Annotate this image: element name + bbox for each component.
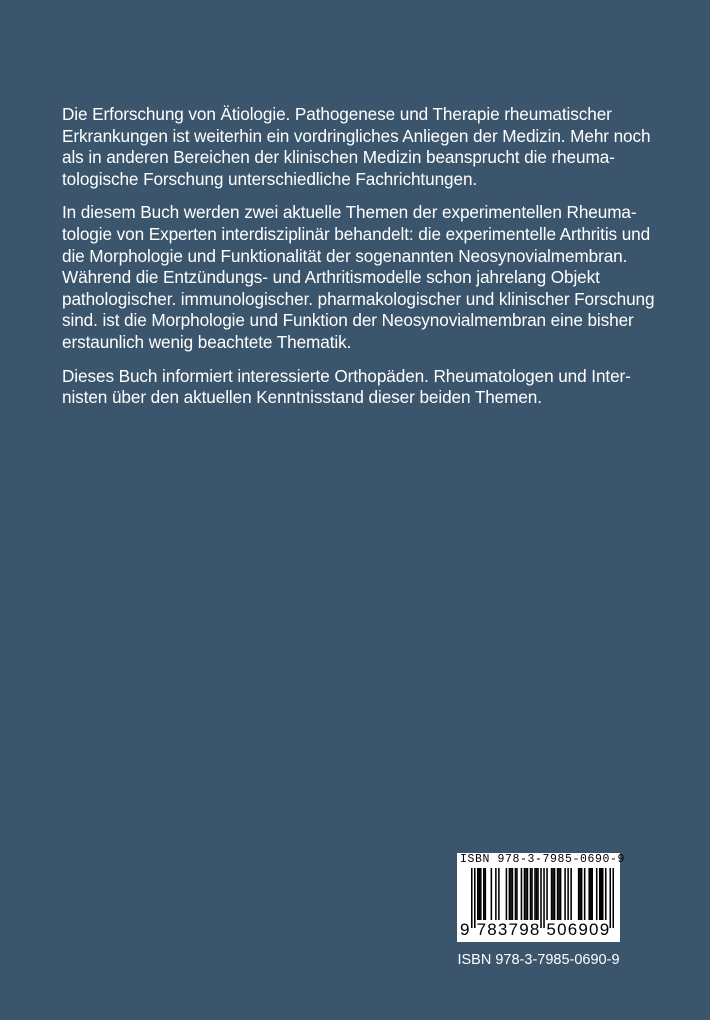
- barcode-ean-digits: 9 783798 506909: [460, 920, 611, 939]
- barcode-bar: [558, 868, 560, 920]
- barcode-bar: [483, 868, 485, 920]
- blurb-line: Dieses Buch informiert interessierte Orthopäden. Rheumatologen und Inter-: [62, 365, 631, 386]
- barcode-isbn-text: ISBN 978-3-7985-0690-9: [460, 853, 626, 866]
- barcode-bar: [521, 868, 523, 920]
- barcode-bar: [546, 868, 548, 920]
- barcode-bar: [531, 868, 533, 920]
- barcode-bar: [530, 868, 532, 920]
- barcode-bar: [537, 868, 539, 920]
- barcode-bar: [581, 868, 583, 920]
- barcode-bar: [584, 868, 586, 920]
- blurb-line: sind. ist die Morphologie und Funktion der Neosynovialmembran eine bisher: [62, 310, 634, 331]
- barcode-bar: [599, 868, 601, 920]
- blurb-line: erstaunlich wenig beachtete Thematik.: [62, 331, 352, 352]
- barcode-bar: [570, 868, 572, 920]
- barcode-bar: [527, 868, 529, 920]
- isbn-barcode: [457, 853, 626, 942]
- blurb-line: die Morphologie und Funktionalität der sogenannten Neosynovialmembran.: [62, 245, 628, 266]
- blurb-paragraph-2: [62, 202, 662, 353]
- barcode-bar: [578, 868, 580, 920]
- barcode-bar: [471, 868, 473, 928]
- back-cover-blurb: [62, 104, 662, 421]
- barcode-bar: [567, 868, 569, 920]
- barcode-bar: [495, 868, 497, 920]
- barcode-bar: [485, 868, 487, 920]
- barcode-bar: [557, 868, 559, 920]
- blurb-paragraph-1: [62, 104, 662, 190]
- barcode-bar: [498, 868, 500, 920]
- barcode-bars-graphic: [471, 868, 614, 928]
- barcode-bar: [525, 868, 527, 920]
- barcode-bar: [605, 868, 607, 920]
- barcode-bar: [509, 868, 511, 920]
- barcode-bar: [480, 868, 482, 920]
- barcode-bar: [552, 868, 554, 920]
- blurb-line: nisten über den aktuellen Kenntnisstand dieser beiden Themen.: [62, 387, 542, 408]
- blurb-line: Erkrankungen ist weiterhin ein vordringliches Anliegen der Medizin. Mehr noch: [62, 125, 651, 146]
- barcode-bar: [479, 868, 481, 920]
- blurb-line: Während die Entzündungs- und Arthritismodelle schon jahrelang Objekt: [62, 267, 600, 288]
- barcode-bar: [600, 868, 602, 920]
- barcode-bar: [516, 868, 518, 920]
- barcode-bar: [596, 868, 598, 920]
- barcode-bar: [609, 868, 611, 928]
- barcode-bar: [477, 868, 479, 920]
- blurb-line: In diesem Buch werden zwei aktuelle Themen der experimentellen Rheuma-: [62, 202, 637, 223]
- barcode-bar: [543, 868, 545, 928]
- barcode-bar: [612, 868, 614, 928]
- barcode-bar: [512, 868, 514, 920]
- barcode-bar: [551, 868, 553, 920]
- blurb-line: pathologischer. immunologischer. pharmakologischer und klinischer Forschung: [62, 288, 655, 309]
- barcode-bar: [474, 868, 476, 928]
- blurb-line: tologische Forschung unterschiedliche Fachrichtungen.: [62, 168, 478, 189]
- barcode-bar: [510, 868, 512, 920]
- barcode-bar: [515, 868, 517, 920]
- barcode-bar: [536, 868, 538, 920]
- barcode-bar: [588, 868, 590, 920]
- blurb-paragraph-3: [62, 366, 662, 409]
- barcode-bar: [564, 868, 566, 920]
- barcode-bar: [591, 868, 593, 920]
- blurb-line: Die Erforschung von Ätiologie. Pathogenese und Therapie rheumatischer: [62, 104, 612, 124]
- barcode-bar: [579, 868, 581, 920]
- barcode-bar: [491, 868, 493, 920]
- barcode-bar: [534, 868, 536, 920]
- barcode-bar: [590, 868, 592, 920]
- barcode-bar: [524, 868, 526, 920]
- isbn-number: ISBN 978-3-7985-0690-9: [457, 952, 620, 968]
- blurb-line: als in anderen Bereichen der klinischen Medizin beansprucht die rheuma-: [62, 147, 615, 168]
- blurb-line: tologie von Experten interdisziplinär behandelt: die experimentelle Arthritis und: [62, 223, 651, 244]
- barcode-bar: [540, 868, 542, 928]
- barcode-bar: [560, 868, 562, 920]
- barcode-bar: [554, 868, 556, 920]
- barcode-bar: [602, 868, 604, 920]
- barcode-bar: [506, 868, 508, 920]
